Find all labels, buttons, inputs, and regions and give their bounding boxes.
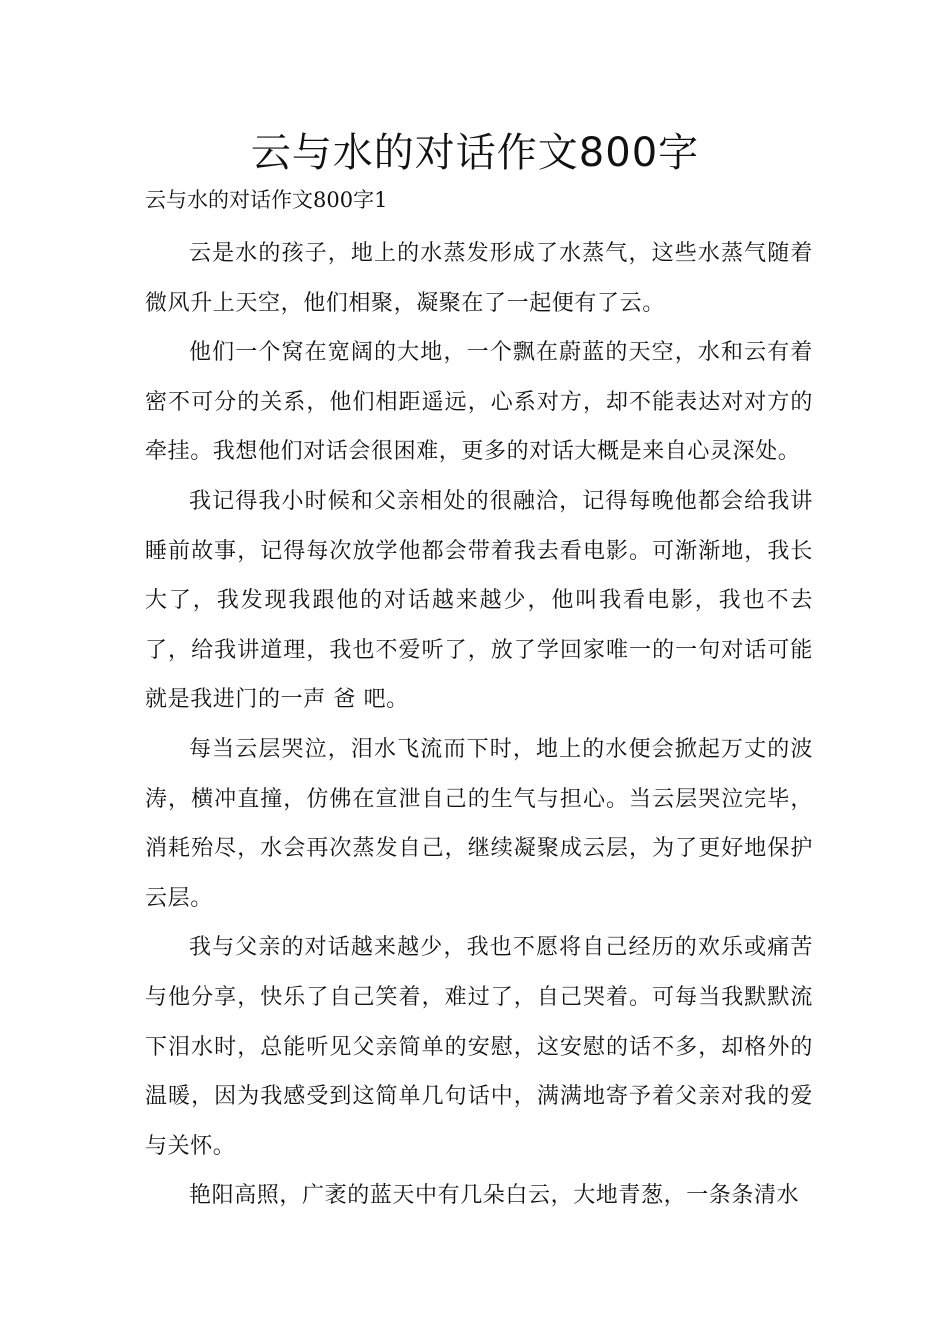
paragraph-3: 我记得我小时候和父亲相处的很融洽，记得每晚他都会给我讲睡前故事，记得每次放学他都会带着我去看电影。可渐渐地，我长大了，我发现我跟他的对话越来越少，他叫我看电影，我也不去了，给我讲道理，我也不爱听了，放了学回家唯一的一句对话可能就是我进门的一声 爸 吧。 bbox=[145, 488, 813, 713]
paragraph-2: 他们一个窝在宽阔的大地，一个飘在蔚蓝的天空，水和云有着密不可分的关系，他们相距遥远，心系对方，却不能表达对对方的牵挂。我想他们对话会很困难，更多的对话大概是来自心灵深处。 bbox=[145, 340, 813, 465]
paragraph-4: 每当云层哭泣，泪水飞流而下时，地上的水便会掀起万丈的波涛，横冲直撞，仿佛在宣泄自己的生气与担心。当云层哭泣完毕，消耗殆尽，水会再次蒸发自己，继续凝聚成云层，为了更好地保护云层。 bbox=[145, 736, 813, 911]
paragraph-5: 我与父亲的对话越来越少，我也不愿将自己经历的欢乐或痛苦与他分享，快乐了自己笑着，难过了，自己哭着。可每当我默默流下泪水时，总能听见父亲简单的安慰，这安慰的话不多，却格外的温暖，因为我感受到这简单几句话中，满满地寄予着父亲对我的爱与关怀。 bbox=[145, 935, 813, 1159]
paragraph-6: 艳阳高照，广袤的蓝天中有几朵白云，大地青葱，一条条清水 bbox=[189, 1183, 800, 1209]
paragraph-1: 云是水的孩子，地上的水蒸发形成了水蒸气，这些水蒸气随着微风升上天空，他们相聚，凝聚在了一起便有了云。 bbox=[145, 241, 813, 316]
document-subtitle: 云与水的对话作文800字1 bbox=[145, 188, 388, 212]
document-title: 云与水的对话作文800字 bbox=[250, 130, 700, 176]
document-body bbox=[145, 229, 813, 1221]
